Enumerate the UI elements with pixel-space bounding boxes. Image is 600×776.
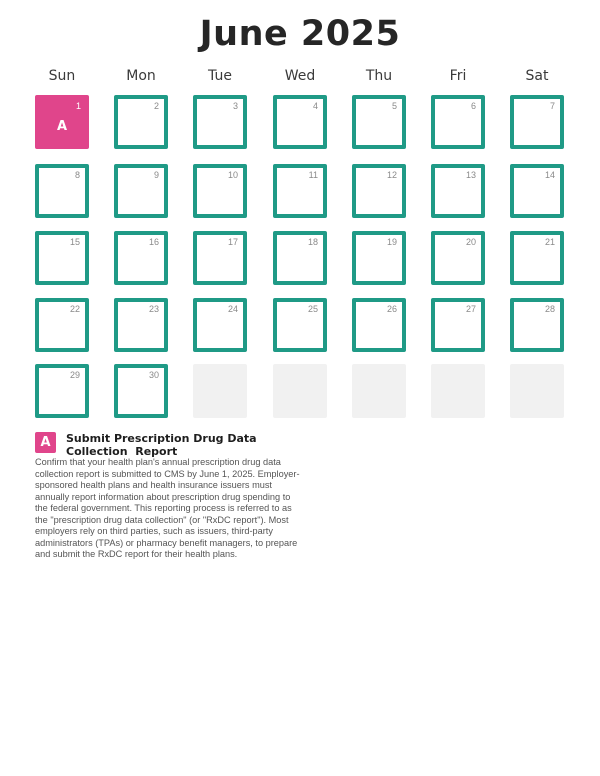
weekday-sat: Sat bbox=[525, 68, 549, 84]
day-cell bbox=[193, 164, 247, 218]
day-cell bbox=[193, 298, 247, 352]
day-number: 24 bbox=[227, 304, 238, 314]
day-number: 8 bbox=[74, 170, 80, 180]
day-number: 9 bbox=[153, 170, 159, 180]
event-title-line2: Collection Report bbox=[66, 445, 178, 458]
day-number: 19 bbox=[386, 237, 397, 247]
event-description: Confirm that your health plan's annual prescription drug data collection report is submitted to CMS by June 1, 2025. Employer-sponsored health plans and health insurance issuers must annually report information about prescription drug spending to the federal government. This reporting process is referred to as the "prescription drug data collection" (or "RxDC report"). Most employers rely on third parties, such as issuers, third-party administrators (TPAs) or pharmacy benefit managers, to prepare and submit the RxDC report for their health plans. bbox=[35, 457, 300, 559]
day-number: 4 bbox=[312, 101, 318, 111]
day-cell bbox=[431, 298, 485, 352]
day-cell bbox=[510, 164, 564, 218]
day-cell bbox=[114, 298, 168, 352]
day-number: 27 bbox=[465, 304, 476, 314]
day-cell bbox=[273, 298, 327, 352]
day-cell bbox=[193, 95, 247, 149]
event-title-line1: Submit Prescription Drug Data bbox=[66, 432, 257, 445]
day-number: 7 bbox=[549, 101, 555, 111]
day-cell bbox=[510, 298, 564, 352]
day-cell bbox=[431, 164, 485, 218]
event-title bbox=[66, 432, 276, 458]
empty-day-cell bbox=[352, 364, 406, 418]
day-cell bbox=[35, 298, 89, 352]
day-cell bbox=[35, 364, 89, 418]
day-number: 11 bbox=[308, 170, 318, 180]
day-cell bbox=[114, 164, 168, 218]
day-number: 6 bbox=[470, 101, 476, 111]
day-cell bbox=[352, 298, 406, 352]
day-cell bbox=[352, 231, 406, 285]
weekday-thu: Thu bbox=[365, 68, 393, 84]
event-badge-letter: A bbox=[40, 435, 51, 450]
day-number: 3 bbox=[232, 101, 238, 111]
day-cell bbox=[35, 164, 89, 218]
day-cell bbox=[510, 95, 564, 149]
day-number: 28 bbox=[544, 304, 555, 314]
event-badge bbox=[35, 432, 56, 453]
day-number: 16 bbox=[148, 237, 159, 247]
empty-day-cell bbox=[193, 364, 247, 418]
weekday-wed: Wed bbox=[284, 68, 316, 84]
day-number: 23 bbox=[148, 304, 159, 314]
weekday-tue: Tue bbox=[208, 68, 232, 84]
day-number: 12 bbox=[386, 170, 397, 180]
day-cell bbox=[114, 231, 168, 285]
weekday-fri: Fri bbox=[449, 68, 467, 84]
empty-day-cell bbox=[431, 364, 485, 418]
day-cell bbox=[193, 231, 247, 285]
day-number: 15 bbox=[69, 237, 80, 247]
calendar-title: June 2025 bbox=[199, 14, 401, 54]
day-cell bbox=[35, 231, 89, 285]
day-cell bbox=[273, 95, 327, 149]
day-number: 10 bbox=[227, 170, 238, 180]
day-cell bbox=[352, 95, 406, 149]
day-number: 29 bbox=[69, 370, 80, 380]
weekday-mon: Mon bbox=[126, 68, 156, 84]
day-number: 20 bbox=[465, 237, 476, 247]
day-cell bbox=[352, 164, 406, 218]
day-number: 1 bbox=[75, 101, 81, 111]
event-marker: A bbox=[57, 119, 68, 134]
day-number: 26 bbox=[386, 304, 397, 314]
day-cell bbox=[431, 95, 485, 149]
day-number: 17 bbox=[227, 237, 238, 247]
empty-day-cell bbox=[273, 364, 327, 418]
day-number: 25 bbox=[307, 304, 318, 314]
empty-day-cell bbox=[510, 364, 564, 418]
day-number: 2 bbox=[153, 101, 159, 111]
day-number: 18 bbox=[307, 237, 318, 247]
day-number: 30 bbox=[148, 370, 159, 380]
day-cell bbox=[273, 164, 327, 218]
day-cell bbox=[114, 364, 168, 418]
day-cell bbox=[114, 95, 168, 149]
day-cell bbox=[431, 231, 485, 285]
day-number: 13 bbox=[465, 170, 476, 180]
day-number: 14 bbox=[544, 170, 555, 180]
day-number: 5 bbox=[391, 101, 397, 111]
day-cell bbox=[273, 231, 327, 285]
day-number: 22 bbox=[69, 304, 80, 314]
weekday-sun: Sun bbox=[48, 68, 76, 84]
day-number: 21 bbox=[544, 237, 555, 247]
day-cell bbox=[510, 231, 564, 285]
day-cell bbox=[35, 95, 89, 149]
